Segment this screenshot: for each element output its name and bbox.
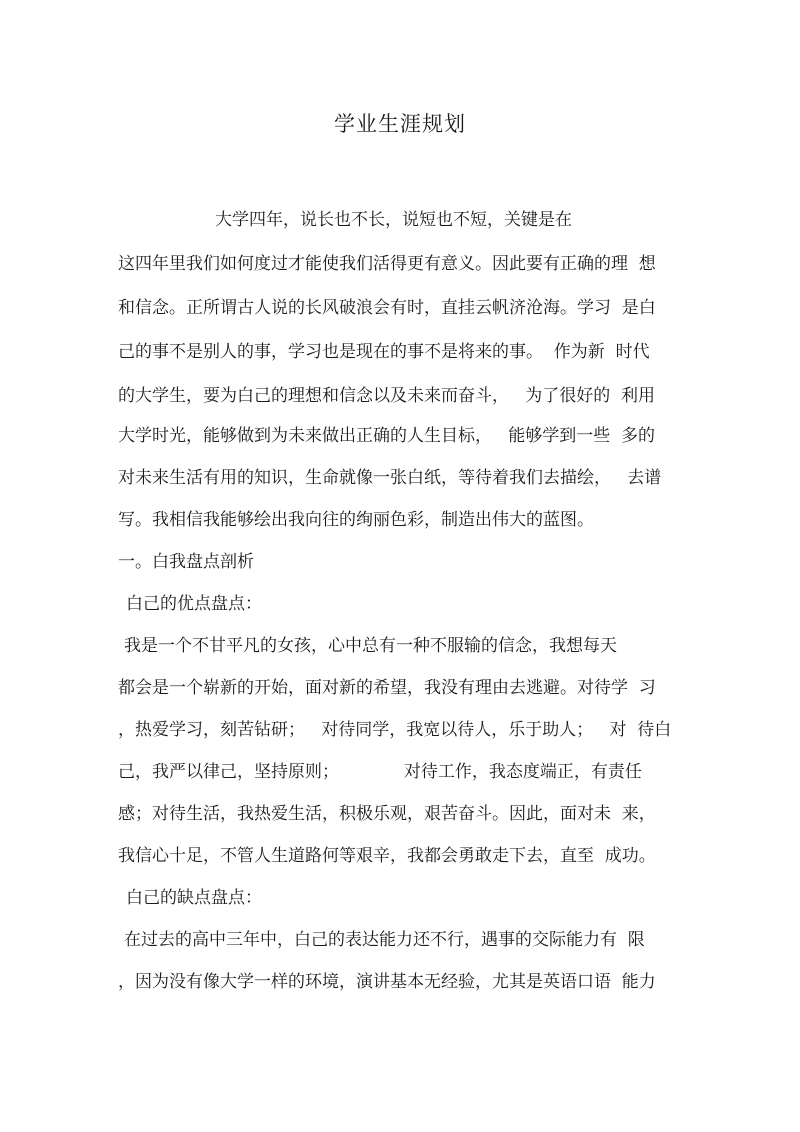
- paragraph-line: 己的事不是别人的事，学习也是现在的事不是将来的事。 作为新 时代: [118, 342, 650, 362]
- paragraph-line: 我是一个不甘平凡的女孩，心中总有一种不服输的信念，我想每天: [124, 636, 617, 656]
- paragraph-line: ，热爱学习，刻苦钻研； 对待同学，我宽以待人，乐于助人； 对 待白: [118, 720, 672, 740]
- subsection-heading: 白己的优点盘点：: [126, 594, 262, 614]
- paragraph-line: 和信念。正所谓古人说的长风破浪会有时，直挂云帆济沧海。学习 是白: [118, 298, 656, 318]
- paragraph-line: 大学时光，能够做到为未来做出正确的人生目标， 能够学到一些 多的: [118, 426, 656, 446]
- paragraph-line: 对未来生活有用的知识，生命就像一张白纸，等待着我们去描绘， 去谱: [118, 468, 662, 488]
- paragraph-line: ，因为没有像大学一样的环境，演讲基本无经验，尤其是英语口语 能力: [118, 972, 656, 992]
- section-heading: 一。白我盘点剖析: [118, 552, 254, 572]
- paragraph-line: 己，我严以律己，坚持原则； 对待工作，我态度端正，有责任: [118, 762, 642, 782]
- paragraph-line: 都会是一个崭新的开始，面对新的希望，我没有理由去逃避。对待学 习: [118, 678, 656, 698]
- paragraph-line: 的大学生，要为白己的理想和信念以及未来而奋斗， 为了很好的 利用: [118, 386, 656, 406]
- paragraph-line: 感；对待生活，我热爱生活，积极乐观，艰苦奋斗。因此，面对未 来，: [118, 804, 656, 824]
- paragraph-line: 大学四年，说长也不长，说短也不短，关键是在: [215, 210, 572, 230]
- paragraph-line: 在过去的高中三年中，白己的表达能力还不行，遇事的交际能力有 限: [124, 930, 645, 950]
- paragraph-line: 我信心十足，不管人生道路何等艰辛，我都会勇敢走下去，直至 成功。: [118, 846, 656, 866]
- subsection-heading: 白己的缺点盘点：: [126, 888, 262, 908]
- paragraph-line: 写。我相信我能够绘出我向往的绚丽色彩，制造出伟大的蓝图。: [118, 510, 594, 530]
- document-title: 学业生涯规划: [334, 112, 466, 136]
- paragraph-line: 这四年里我们如何度过才能使我们活得更有意义。因此要有正确的理 想: [118, 254, 656, 274]
